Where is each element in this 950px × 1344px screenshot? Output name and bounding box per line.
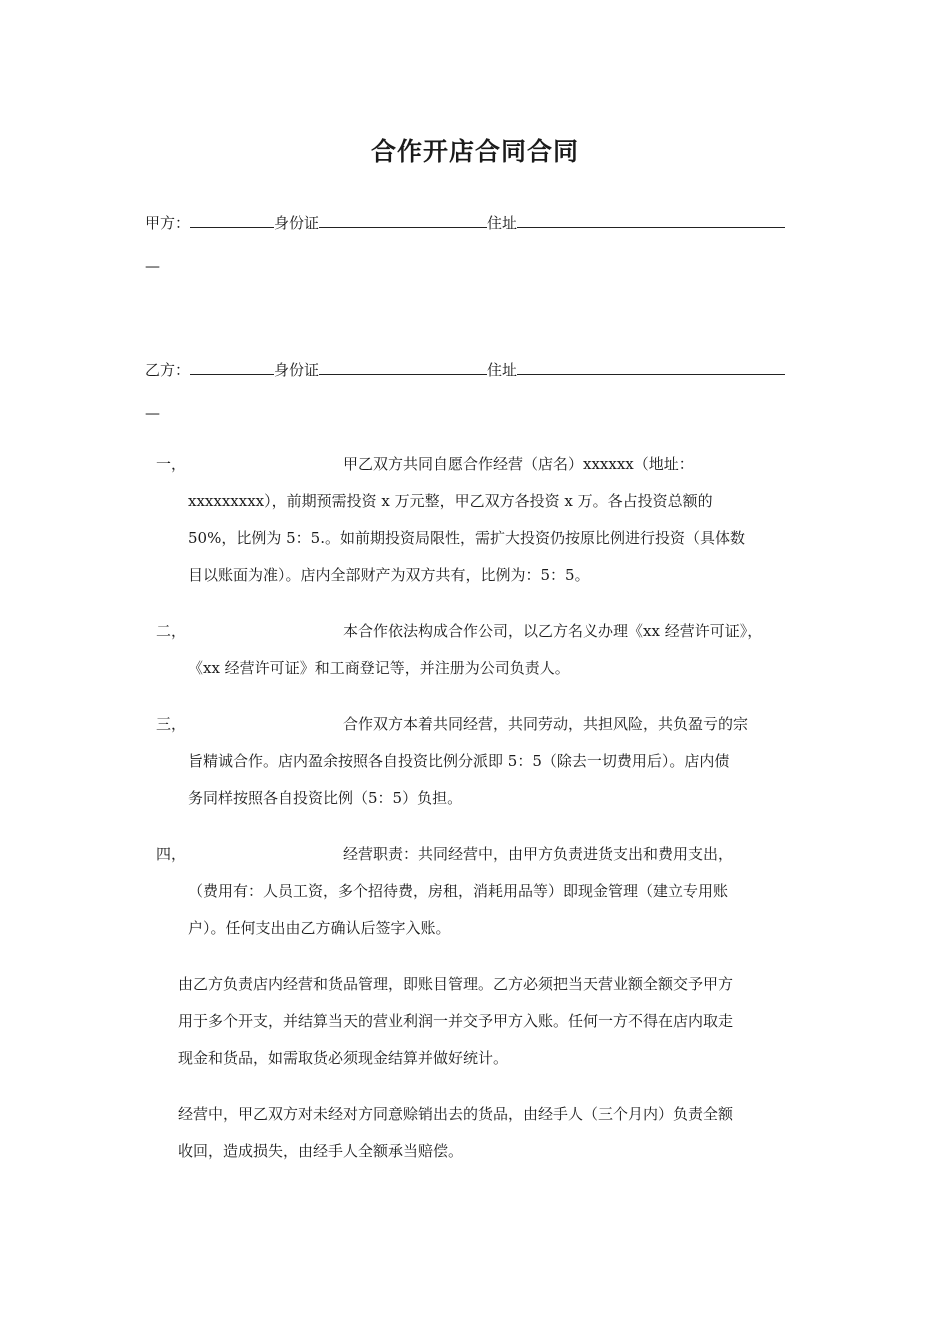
paragraph-line: 由乙方负责店内经营和货品管理，即账目管理。乙方必须把当天营业额全额交予甲方: [178, 975, 734, 993]
paragraph-line: 现金和货品，如需取货必须现金结算并做好统计。: [178, 1049, 509, 1067]
party-b-addr-blank: [517, 360, 785, 375]
party-a-label: 甲方：: [145, 214, 191, 232]
clause-line: 务同样按照各自投资比例（5：5）负担。: [188, 789, 463, 807]
clause-number: 一，: [156, 455, 187, 473]
party-b-row: [145, 360, 785, 380]
document-title: 合作开店合同合同: [370, 137, 579, 166]
clause-number: 三，: [156, 715, 187, 733]
clause-line: 本合作依法构成合作公司，以乙方名义办理《xx 经营许可证》，: [343, 622, 763, 640]
party-b-label: 乙方：: [145, 361, 191, 379]
clause-line: 经营职责：共同经营中，由甲方负责进货支出和费用支出，: [343, 845, 734, 863]
party-a-tail: —: [145, 257, 160, 275]
clause-line: （费用有：人员工资，多个招待费，房租，消耗用品等）即现金管理（建立专用账: [188, 882, 729, 900]
clause-line: 合作双方本着共同经营，共同劳动，共担风险，共负盈亏的宗: [343, 715, 749, 733]
clause-line: xxxxxxxxx），前期预需投资 x 万元整，甲乙双方各投资 x 万。各占投资总额的: [188, 492, 713, 510]
party-a-name-blank: [190, 213, 274, 228]
party-a-addr-blank: [517, 213, 785, 228]
party-a-addr-label: 住址: [487, 214, 518, 232]
party-b-id-label: 身份证: [274, 361, 320, 379]
party-a-row: [145, 213, 785, 233]
clause-number: 二，: [156, 622, 187, 640]
clause-line: 甲乙双方共同自愿合作经营（店名）xxxxxx（地址：: [343, 455, 694, 473]
paragraph-line: 收回，造成损失，由经手人全额承当赔偿。: [178, 1142, 464, 1160]
paragraph-line: 经营中，甲乙双方对未经对方同意赊销出去的货品，由经手人（三个月内）负责全额: [178, 1105, 734, 1123]
party-b-tail: —: [145, 404, 160, 422]
clause-line: 户）。任何支出由乙方确认后签字入账。: [188, 919, 451, 937]
party-a-id-label: 身份证: [274, 214, 320, 232]
party-b-name-blank: [190, 360, 274, 375]
clause-line: 《xx 经营许可证》和工商登记等，并注册为公司负责人。: [188, 659, 570, 677]
party-b-id-blank: [319, 360, 487, 375]
paragraph-line: 用于多个开支，并结算当天的营业利润一并交予甲方入账。任何一方不得在店内取走: [178, 1012, 734, 1030]
party-b-addr-label: 住址: [487, 361, 518, 379]
clause-line: 旨精诚合作。店内盈余按照各自投资比例分派即 5：5（除去一切费用后）。店内债: [188, 752, 730, 770]
clause-line: 目以账面为准）。店内全部财产为双方共有，比例为：5：5。: [188, 566, 590, 584]
party-a-id-blank: [319, 213, 487, 228]
clause-line: 50%，比例为 5：5.。如前期投资局限性，需扩大投资仍按原比例进行投资（具体数: [188, 529, 745, 547]
clause-number: 四，: [156, 845, 187, 863]
